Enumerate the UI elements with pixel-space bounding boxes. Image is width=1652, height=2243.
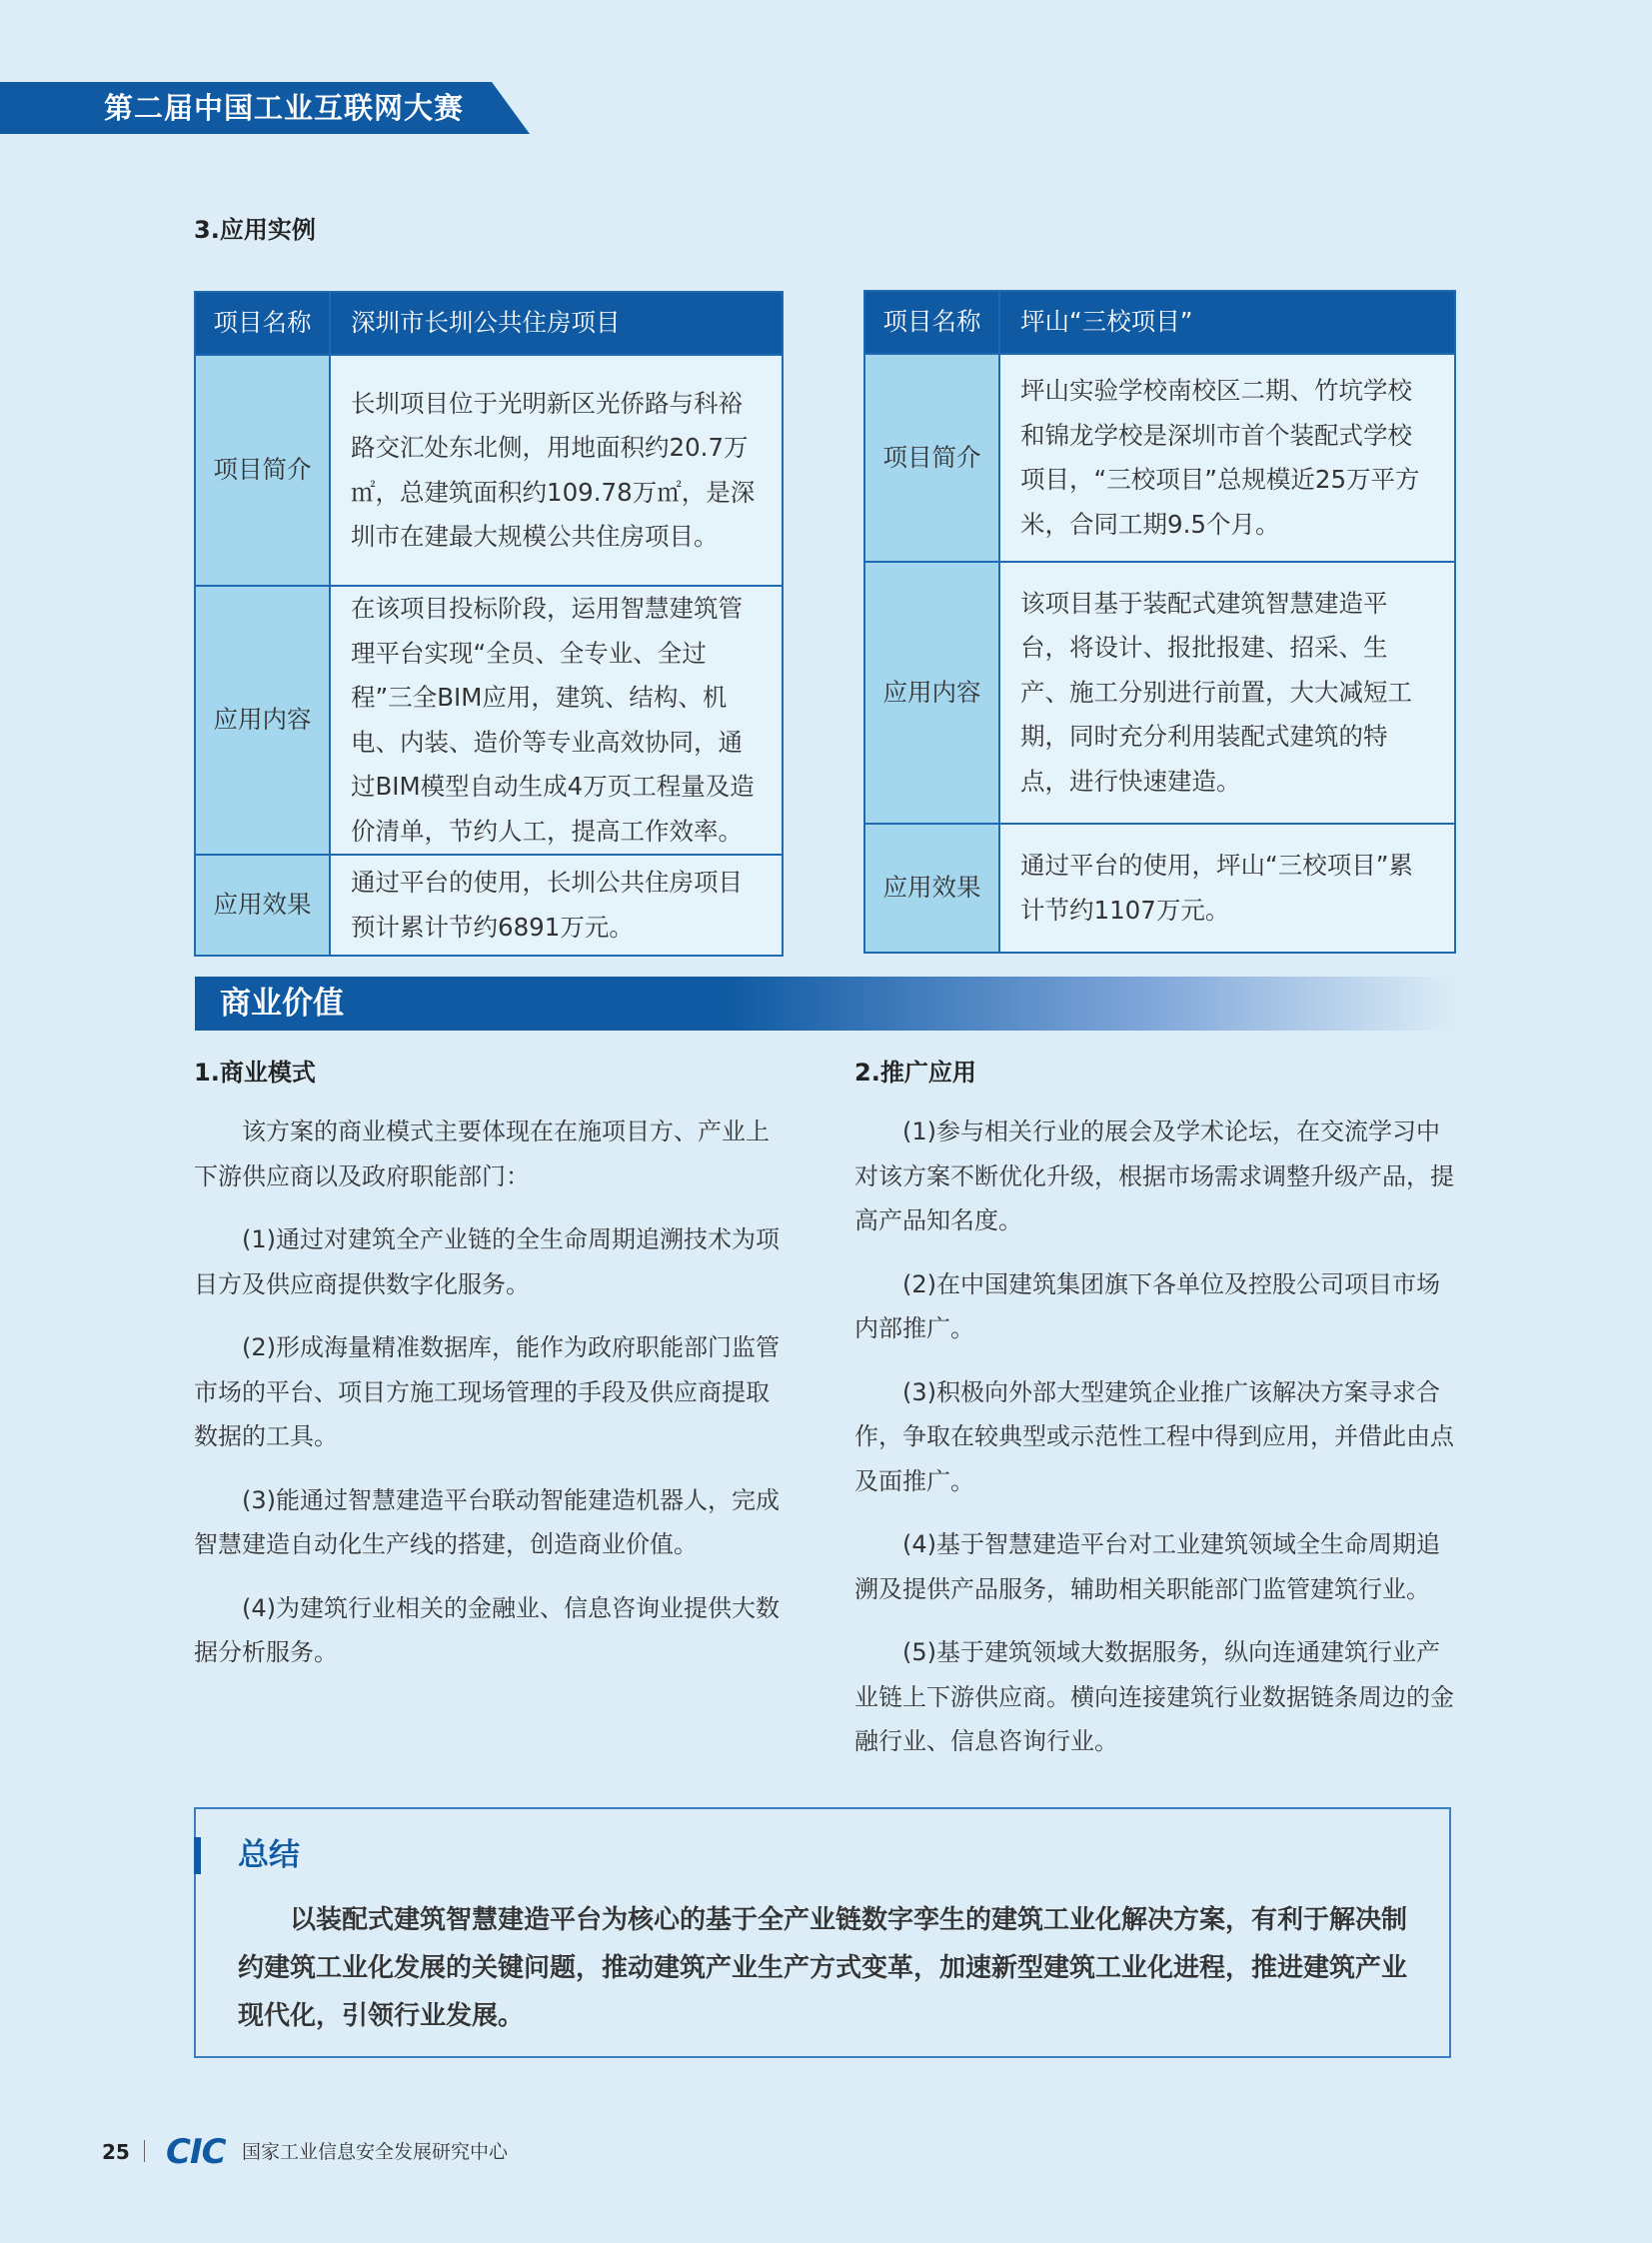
case-table-left [194, 291, 784, 957]
business-value-bar [195, 977, 1456, 1031]
business-value-title: 商业价值 [220, 986, 344, 1022]
business-model-title: 1.商业模式 [194, 1059, 316, 1087]
case-right-name-value: 坪山“三校项目” [999, 291, 1455, 354]
promotion-paragraph: (4)基于智慧建造平台对工业建筑领域全生命周期追溯及提供产品服务，辅助相关职能部门监管建筑行业。 [854, 1530, 1440, 1603]
footer-divider [144, 2140, 145, 2162]
case-table-right [863, 290, 1456, 954]
case-left-effect-text: 通过平台的使用，长圳公共住房项目预计累计节约6891万元。 [330, 855, 783, 956]
promotion-paragraph: (5)基于建筑领域大数据服务，纵向连通建筑行业产业链上下游供应商。横向连接建筑行业数据链条周边的金融行业、信息咨询行业。 [854, 1638, 1454, 1755]
case-left-name-value: 深圳市长圳公共住房项目 [330, 292, 783, 355]
case-left-content-label: 应用内容 [195, 586, 330, 855]
business-model-paragraph: (3)能通过智慧建造平台联动智能建造机器人，完成智慧建造自动化生产线的搭建，创造商业价值。 [194, 1485, 780, 1558]
summary-text: 以装配式建筑智慧建造平台为核心的基于全产业链数字孪生的建筑工业化解决方案，有利于解决制约建筑工业化发展的关键问题，推动建筑产业生产方式变革，加速新型建筑工业化进程，推进建筑产业现代化，引领行业发展。 [238, 1905, 1408, 2031]
section-title-cases: 3.应用实例 [194, 216, 316, 244]
case-right-effect-text: 通过平台的使用，坪山“三校项目”累计节约1107万元。 [999, 824, 1455, 953]
case-left-content-text: 在该项目投标阶段，运用智慧建筑管理平台实现“全员、全专业、全过程”三全BIM应用，建筑、结构、机电、内装、造价等专业高效协同，通过BIM模型自动生成4万页工程量及造价清单，节约人工，提高工作效率。 [330, 586, 783, 855]
business-model-body [194, 1110, 792, 1694]
promotion-paragraph: (3)积极向外部大型建筑企业推广该解决方案寻求合作，争取在较典型或示范性工程中得到应用，并借此由点及面推广。 [854, 1377, 1454, 1495]
summary-accent-bar [194, 1837, 201, 1874]
promotion-paragraph: (2)在中国建筑集团旗下各单位及控股公司项目市场内部推广。 [854, 1269, 1440, 1342]
case-right-content-label: 应用内容 [864, 562, 999, 824]
organization-name: 国家工业信息安全发展研究中心 [242, 2141, 509, 2163]
business-model-paragraph: (4)为建筑行业相关的金融业、信息咨询业提供大数据分析服务。 [194, 1593, 780, 1666]
case-right-content-text: 该项目基于装配式建筑智慧建造平台，将设计、报批报建、招采、生产、施工分别进行前置，大大减短工期，同时充分利用装配式建筑的特点，进行快速建造。 [999, 562, 1455, 824]
business-model-paragraph: (2)形成海量精准数据库，能作为政府职能部门监管市场的平台、项目方施工现场管理的手段及供应商提取数据的工具。 [194, 1333, 780, 1450]
cic-logo: CIC [166, 2132, 226, 2172]
case-left-name-label: 项目名称 [195, 292, 330, 355]
page-number: 25 [102, 2140, 130, 2164]
business-model-paragraph: 该方案的商业模式主要体现在在施项目方、产业上下游供应商以及政府职能部门： [194, 1118, 770, 1190]
case-right-name-label: 项目名称 [864, 291, 999, 354]
case-right-effect-label: 应用效果 [864, 824, 999, 953]
promotion-title: 2.推广应用 [854, 1059, 976, 1087]
case-left-effect-label: 应用效果 [195, 855, 330, 956]
case-left-intro-label: 项目简介 [195, 355, 330, 586]
promotion-paragraph: (1)参与相关行业的展会及学术论坛，在交流学习中对该方案不断优化升级，根据市场需求调整升级产品，提高产品知名度。 [854, 1118, 1454, 1234]
header-title: 第二届中国工业互联网大赛 [104, 91, 465, 125]
case-right-intro-text: 坪山实验学校南校区二期、竹坑学校和锦龙学校是深圳市首个装配式学校项目，“三校项目”总规模近25万平方米，合同工期9.5个月。 [999, 354, 1455, 562]
business-model-paragraph: (1)通过对建筑全产业链的全生命周期追溯技术为项目方及供应商提供数字化服务。 [194, 1225, 780, 1298]
promotion-body [854, 1110, 1454, 1783]
case-left-intro-text: 长圳项目位于光明新区光侨路与科裕路交汇处东北侧，用地面积约20.7万㎡，总建筑面积约109.78万㎡，是深圳市在建最大规模公共住房项目。 [330, 355, 783, 586]
case-right-intro-label: 项目简介 [864, 354, 999, 562]
summary-title: 总结 [238, 1837, 300, 1873]
